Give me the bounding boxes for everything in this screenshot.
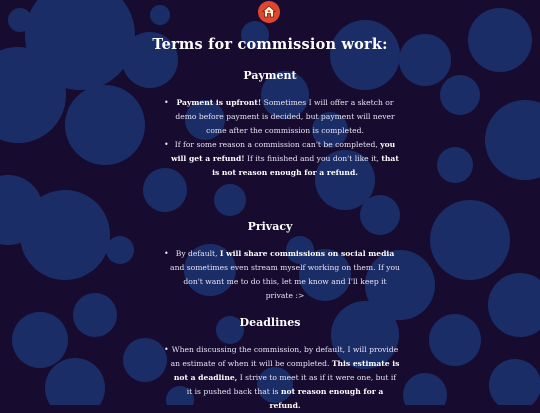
list-item [160,343,400,413]
bullet: • [164,140,169,149]
emphasis: This estimate is not a deadline, [173,359,400,382]
section-heading-deadlines: Deadlines [239,316,301,329]
emphasis: you will get a refund! [171,140,396,163]
bullet: • [164,249,169,258]
payment-list [160,96,400,180]
section-heading-payment: Payment [243,69,297,82]
privacy-list [160,247,400,303]
item-text: and sometimes even stream myself working on them. If you don't want me to do this, let me know and I'll keep it private :> [170,263,400,300]
deadlines-list [160,343,400,413]
list-item [160,138,400,180]
list-item [160,96,400,138]
section-heading-privacy: Privacy [247,220,293,233]
emphasis: Payment is upfront! [176,98,262,107]
home-button[interactable] [258,1,280,23]
emphasis: not reason enough for a refund. [269,387,384,410]
item-text: If its finished and you don't like it, [244,154,382,163]
item-text: When discussing the commission, by default, I will provide an estimate of when it will be completed. [170,345,399,368]
home-icon [262,3,276,22]
emphasis: that is not reason enough for a refund. [212,154,399,177]
item-text: By default, [175,249,220,258]
emphasis: I will share commissions on social media [219,249,395,258]
item-text: I strive to meet it as if it were one, but if it is pushed back that is [186,373,397,396]
bullet: • [164,345,169,354]
list-item [160,247,400,303]
page-title: Terms for commission work: [152,36,388,53]
item-text: Sometimes I will offer a sketch or demo before payment is decided, but payment will never come after the commission is completed. [175,98,395,135]
item-text: If for some reason a commission can't be completed, [174,140,381,149]
bullet: • [164,98,169,107]
